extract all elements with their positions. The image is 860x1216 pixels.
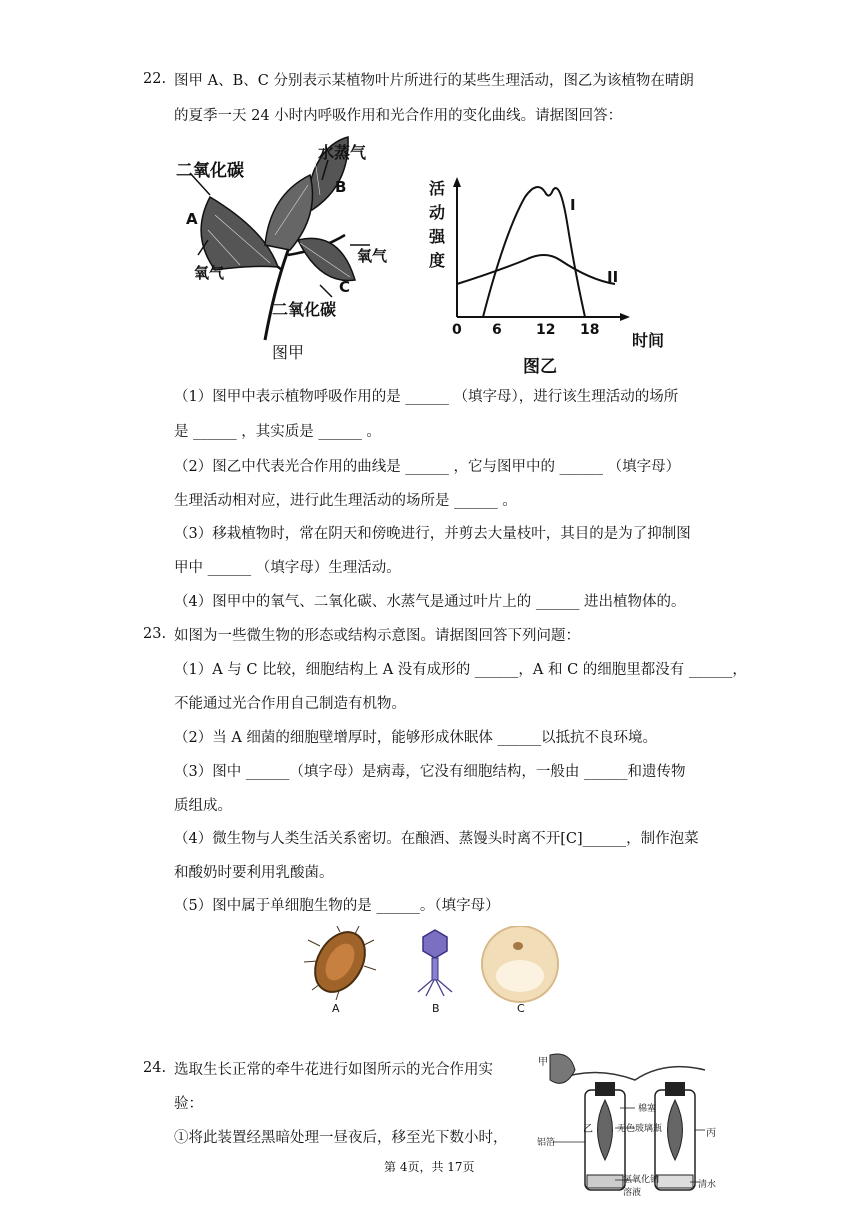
- app-label-bottle: 无色玻璃瓶: [617, 1124, 663, 1134]
- app-label-yi: 乙: [583, 1124, 593, 1135]
- q23-sub3-line1: （3）图中 ______（填字母）是病毒，它没有细胞结构，一般由 ______和遗传物: [174, 764, 686, 780]
- q23-stem: 如图为一些微生物的形态或结构示意图。请据图回答下列问题：: [174, 628, 580, 644]
- app-label-jia: 甲: [538, 1057, 548, 1068]
- q22-stem-line1: 图甲 A、B、C 分别表示某植物叶片所进行的某些生理活动，图乙为该植物在晴朗: [174, 73, 694, 89]
- yi-tick-18: 18: [580, 322, 600, 338]
- q22-sub3-line1: （3）移栽植物时，常在阴天和傍晚进行，并剪去大量枝叶，其目的是为了抑制图: [174, 526, 691, 542]
- yi-xlabel: 时间: [632, 331, 665, 350]
- jia-label-C: C: [339, 278, 351, 296]
- jia-label-B: B: [335, 178, 347, 196]
- question-23-number: 23.: [143, 626, 167, 642]
- question-22-number: 22.: [143, 71, 167, 87]
- q23-sub3-line2: 质组成。: [174, 798, 232, 814]
- yi-ylabel-1: 活: [429, 179, 446, 198]
- app-label-mianhua: 棉塞: [638, 1104, 657, 1114]
- app-label-bing: 丙: [706, 1128, 716, 1139]
- yi-tick-12: 12: [536, 322, 556, 338]
- q22-sub1-line2: 是 ______ ，其实质是 ______ 。: [174, 424, 381, 440]
- q23-sub4-line1: （4）微生物与人类生活关系密切。在酿酒、蒸馒头时离不开[C]______，制作泡菜: [174, 831, 699, 847]
- q23-sub1-line2: 不能通过光合作用自己制造有机物。: [174, 696, 406, 712]
- yi-ylabel-3: 强: [429, 227, 446, 246]
- jia-label-water: 水蒸气: [318, 143, 367, 162]
- yi-curve-I-label: I: [570, 196, 576, 214]
- q24-stem-line2: 验：: [174, 1096, 203, 1112]
- app-label-rongye: 溶液: [623, 1188, 642, 1198]
- yi-tick-6: 6: [492, 322, 502, 338]
- virus-B-image: [418, 930, 452, 996]
- app-label-naoh: 氢氧化钠: [623, 1175, 660, 1185]
- q24-step1: ①将此装置经黑暗处理一昼夜后，移至光下数小时，: [174, 1130, 508, 1146]
- q24-stem-line1: 选取生长正常的牵牛花进行如图所示的光合作用实: [174, 1062, 493, 1078]
- jia-label-co2-top: 二氧化碳: [176, 161, 244, 181]
- q22-sub1-line1: （1）图甲中表示植物呼吸作用的是 ______ （填字母），进行该生理活动的场所: [174, 389, 679, 405]
- microbe-label-C: C: [517, 1002, 525, 1015]
- q23-sub4-line2: 和酸奶时要利用乳酸菌。: [174, 865, 334, 881]
- microbe-label-B: B: [432, 1002, 440, 1015]
- microbe-label-A: A: [332, 1002, 340, 1015]
- yi-ylabel-2: 动: [429, 203, 446, 222]
- jia-label-A: A: [186, 210, 198, 228]
- jia-label-co2-bottom: 二氧化碳: [272, 300, 337, 319]
- yi-tick-0: 0: [452, 322, 462, 338]
- figure-microbes: [300, 926, 560, 1006]
- q22-stem-line2: 的夏季一天 24 小时内呼吸作用和光合作用的变化曲线。请据图回答：: [174, 108, 623, 124]
- question-24-number: 24.: [143, 1060, 167, 1076]
- page-footer: 第 4页，共 17页: [384, 1160, 475, 1174]
- yi-ylabel-4: 度: [429, 251, 446, 270]
- jia-label-o2-right: 氧气: [357, 247, 388, 265]
- q22-sub2-line2: 生理活动相对应，进行此生理活动的场所是 ______ 。: [174, 493, 517, 509]
- app-label-water: 清水: [698, 1180, 717, 1190]
- app-label-lvbo: 铝箔: [537, 1138, 556, 1148]
- q22-sub2-line1: （2）图乙中代表光合作用的曲线是 ______ ，它与图甲中的 ______ （填字母）: [174, 459, 681, 475]
- q23-sub1-line1: （1）A 与 C 比较，细胞结构上 A 没有成形的 ______，A 和 C 的细胞里都没有 ______，: [174, 662, 747, 678]
- q23-sub5: （5）图中属于单细胞生物的是 ______。（填字母）: [174, 898, 500, 914]
- jia-caption: 图甲: [272, 343, 305, 362]
- jia-label-o2-left: 氧气: [194, 264, 225, 282]
- yeast-C-image: [482, 926, 558, 1002]
- yi-caption: 图乙: [523, 357, 557, 377]
- q22-sub3-line2: 甲中 ______ （填字母）生理活动。: [174, 560, 401, 576]
- bacterium-A-image: [304, 926, 376, 1001]
- q23-sub2: （2）当 A 细菌的细胞壁增厚时，能够形成休眠体 ______以抵抗不良环境。: [174, 730, 658, 746]
- figure-yi-activity-chart: [425, 172, 675, 332]
- yi-curve-II-label: II: [607, 268, 619, 286]
- q22-sub4: （4）图甲中的氧气、二氧化碳、水蒸气是通过叶片上的 ______ 进出植物体的。: [174, 594, 686, 610]
- curve-II-respiration: [457, 255, 615, 284]
